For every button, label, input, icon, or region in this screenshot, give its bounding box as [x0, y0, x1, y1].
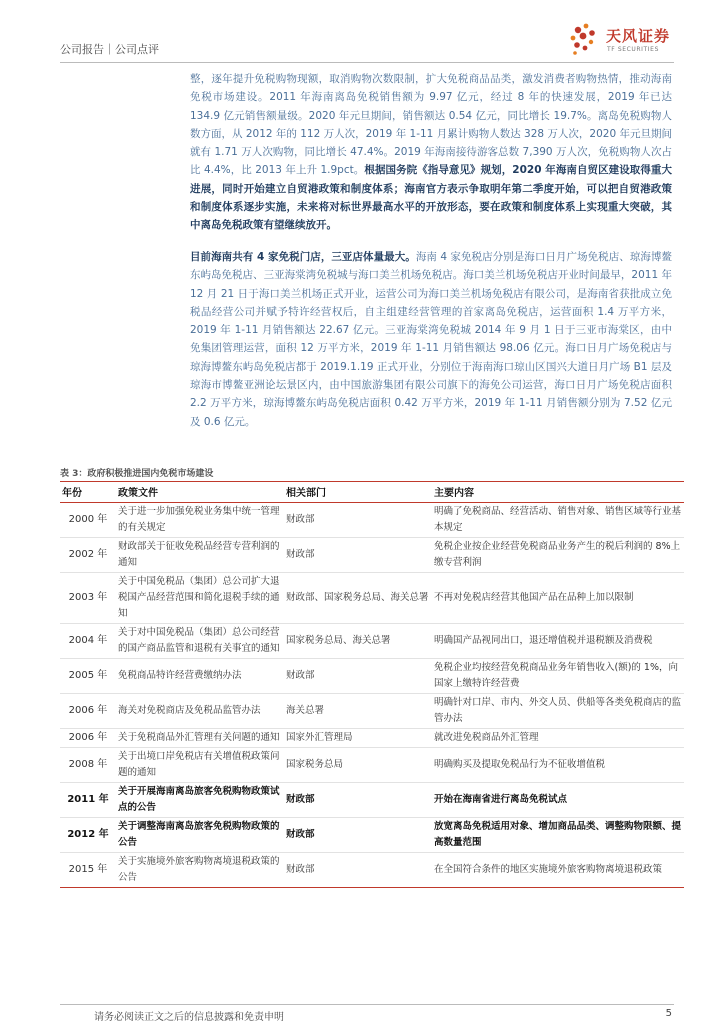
policy-cell: 关于实施境外旅客购物离境退税政策的公告 — [116, 853, 284, 888]
department-cell: 国家外汇管理局 — [284, 729, 432, 748]
table-row — [60, 659, 684, 694]
header-year: 年份 — [60, 482, 116, 503]
report-type-label: 公司报告｜公司点评 — [60, 43, 159, 56]
company-logo — [566, 21, 686, 61]
header-policy-document: 政策文件 — [116, 482, 284, 503]
body-paragraph-1 — [190, 70, 672, 235]
department-cell: 财政部、国家税务总局、海关总署 — [284, 573, 432, 624]
year-cell: 2004 年 — [60, 624, 116, 659]
department-cell: 财政部 — [284, 818, 432, 853]
table-row — [60, 538, 684, 573]
table-row — [60, 853, 684, 888]
year-cell: 2012 年 — [60, 818, 116, 853]
table-row — [60, 818, 684, 853]
year-cell: 2003 年 — [60, 573, 116, 624]
content-cell: 开始在海南省进行离岛免税试点 — [432, 783, 684, 818]
header-department: 相关部门 — [284, 482, 432, 503]
year-cell: 2011 年 — [60, 783, 116, 818]
paragraph-2-heading: 目前海南共有 4 家免税门店，三亚店体量最大。 — [190, 251, 416, 263]
page-header — [0, 0, 724, 68]
policy-cell: 关于出境口岸免税店有关增值税政策问题的通知 — [116, 748, 284, 783]
content-cell: 放宽离岛免税适用对象、增加商品品类、调整购物限额、提高数量范围 — [432, 818, 684, 853]
content-cell: 明确了免税商品、经营活动、销售对象、销售区域等行业基本规定 — [432, 503, 684, 538]
table-row — [60, 573, 684, 624]
tf-securities-logo-icon — [566, 21, 600, 59]
page-number: 5 — [665, 1008, 672, 1019]
header-divider — [60, 62, 674, 63]
table-row — [60, 694, 684, 729]
department-cell: 财政部 — [284, 783, 432, 818]
policy-cell: 关于进一步加强免税业务集中统一管理的有关规定 — [116, 503, 284, 538]
department-cell: 财政部 — [284, 538, 432, 573]
content-cell: 明确国产品视同出口，退还增值税并退税额及消费税 — [432, 624, 684, 659]
logo-chinese-name: 天风证券 — [606, 27, 671, 45]
policy-cell: 免税商品特许经营费缴纳办法 — [116, 659, 284, 694]
table-row — [60, 624, 684, 659]
content-cell: 免税企业按企业经营免税商品业务产生的税后利润的 8%上缴专营利润 — [432, 538, 684, 573]
header-main-content: 主要内容 — [432, 482, 684, 503]
paragraph-1-text: 整，逐年提升免税购物现额，取消购物次数限制，扩大免税商品品类，激发消费者购物热情，推动海南免税市场建设。2011 年海南离岛免税销售额为 9.97 亿元，经过 8 年的快速发展，2019 年已达 134.9 亿元销售额量级。2020 年元旦期间，销售额达 0.54 亿元，同比增长 19.7%。离岛免税购物人数方面，从 2012 年的 112 万人次，2019 年 1-11 月累计购物人数达 328 万人次，2020 年元旦期间就有 1.71 万人次购物，同比增长 47.4%。2019 年海南接待游客总数 7,390 万人次，免税购物人次占比 4.4%，比 2013 年上升 1.9pct。 — [190, 73, 672, 177]
year-cell: 2006 年 — [60, 694, 116, 729]
paragraph-2-text: 海南 4 家免税店分别是海口日月广场免税店、琼海博鳌东屿岛免税店、三亚海棠湾免税城与海口美兰机场免税店。海口美兰机场免税店开业时间最早，2011 年 12 月 21 日于海口美兰机场正式开业，运营公司为海口美兰机场免税店有限公司，是海南省获批成立免税品经营公司并赋予特许经营权后，自主组建经营管理的首家离岛免税店，运营面积 1.4 万平方米，2019 年 1-11 月销售额达 22.67 亿元。三亚海棠湾免税城 2014 年 9 月 1 日于三亚市海棠区，由中免集团管理运营，面积 12 万平方米，2019 年 1-11 月销售额达 98.06 亿元。海口日月广场免税店与琼海博鳌东屿岛免税店都于 2019.1.19 正式开业，分别位于海南海口琼山区国兴大道日月广场 B1 层及琼海市博鳌亚洲论坛景区内，由中国旅游集团有限公司旗下的海免公司运营，海口日月广场免税店面积 2.2 万平方米，琼海博鳌东屿岛免税店面积 0.42 万平方米，2019 年 1-11 月销售额分别为 7.52 亿元及 0.6 亿元。 — [190, 251, 672, 428]
year-cell: 2008 年 — [60, 748, 116, 783]
disclaimer-text: 请务必阅读正文之后的信息披露和免责申明 — [94, 1012, 284, 1023]
year-cell: 2015 年 — [60, 853, 116, 888]
content-cell: 在全国符合条件的地区实施境外旅客购物离境退税政策 — [432, 853, 684, 888]
policy-cell: 关于对中国免税品（集团）总公司经营的国产商品监管和退税有关事宜的通知 — [116, 624, 284, 659]
year-cell: 2005 年 — [60, 659, 116, 694]
policy-cell: 关于免税商品外汇管理有关问题的通知 — [116, 729, 284, 748]
table-header-row — [60, 482, 684, 503]
footer-divider — [60, 1004, 674, 1005]
content-cell: 不再对免税店经营其他国产品在品种上加以限制 — [432, 573, 684, 624]
policy-cell: 关于调整海南离岛旅客免税购物政策的公告 — [116, 818, 284, 853]
body-paragraph-2 — [190, 248, 672, 431]
table-row — [60, 503, 684, 538]
department-cell: 财政部 — [284, 659, 432, 694]
table-row — [60, 748, 684, 783]
year-cell: 2000 年 — [60, 503, 116, 538]
table-row — [60, 729, 684, 748]
logo-english-name: TF SECURITIES — [607, 46, 659, 53]
content-cell: 明确针对口岸、市内、外交人员、供船等各类免税商店的监管办法 — [432, 694, 684, 729]
year-cell: 2002 年 — [60, 538, 116, 573]
year-cell: 2006 年 — [60, 729, 116, 748]
content-cell: 免税企业均按经营免税商品业务年销售收入(额)的 1%，向国家上缴特许经营费 — [432, 659, 684, 694]
policy-table — [60, 481, 684, 888]
table-caption: 表 3：政府积极推进国内免税市场建设 — [60, 469, 214, 479]
content-cell: 就改进免税商品外汇管理 — [432, 729, 684, 748]
policy-cell: 关于开展海南离岛旅客免税购物政策试点的公告 — [116, 783, 284, 818]
paragraph-1-emphasis: 根据国务院《指导意见》规划，2020 年海南自贸区建设取得重大进展，同时开始建立自贸港政策和制度体系；海南官方表示争取明年第二季度开始，可以把自贸港政策和制度体系逐步实施，未来将对标世界最高水平的开放形态，要在政策和制度体系上实现重大突破，其中离岛免税政策有望继续放开。 — [190, 164, 672, 232]
policy-cell: 财政部关于征收免税品经营专营利润的通知 — [116, 538, 284, 573]
department-cell: 国家税务总局 — [284, 748, 432, 783]
policy-cell: 关于中国免税品（集团）总公司扩大退税国产品经营范围和简化退税手续的通知 — [116, 573, 284, 624]
table-row — [60, 783, 684, 818]
department-cell: 海关总署 — [284, 694, 432, 729]
department-cell: 国家税务总局、海关总署 — [284, 624, 432, 659]
department-cell: 财政部 — [284, 503, 432, 538]
department-cell: 财政部 — [284, 853, 432, 888]
policy-cell: 海关对免税商店及免税品监管办法 — [116, 694, 284, 729]
content-cell: 明确购买及提取免税品行为不征收增值税 — [432, 748, 684, 783]
